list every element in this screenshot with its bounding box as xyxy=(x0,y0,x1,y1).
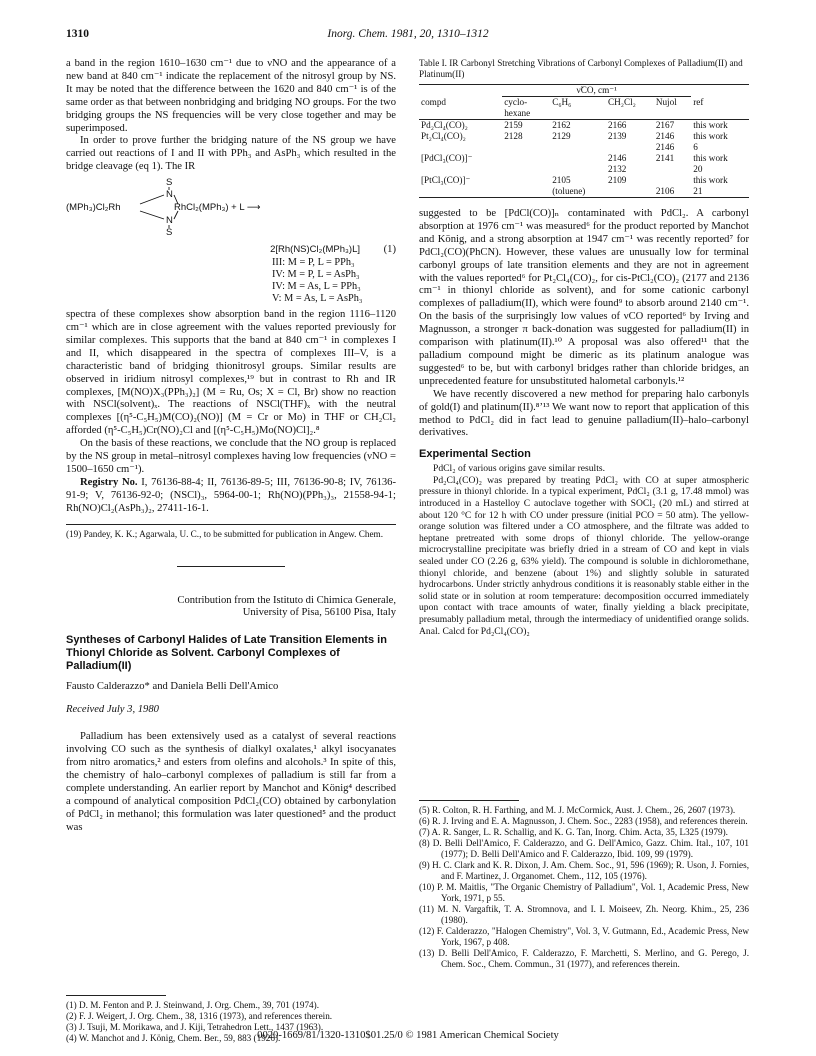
table-cell: Pd₂Cl₄(CO)₂ xyxy=(421,120,468,130)
registry-text: I, 76136-88-4; II, 76136-89-5; III, 76136-90-8; IV, 76136-91-9; V, 76136-92-0; (NSCl)₃, 5964-00-1; Rh(NO)(PPh₃)₃, 21558-94-1; Rh(NO)Cl₂(AsPh₃)₂, 27411-16-1. xyxy=(66,476,396,514)
table-cell: 2166 xyxy=(608,120,627,130)
article-authors: Fausto Calderazzo* and Daniela Belli Dell'Amico xyxy=(66,681,279,693)
table-body xyxy=(419,120,749,198)
table-cell xyxy=(419,164,502,175)
received-date: Received July 3, 1980 xyxy=(66,704,159,716)
table-cell: Pt₂Cl₄(CO)₂ xyxy=(421,131,466,141)
table-cell: [PdCl₃(CO)]⁻ xyxy=(421,153,473,163)
table-cell: 2109 xyxy=(608,175,627,185)
table-header: Nujol xyxy=(655,97,677,107)
table-cell: this work xyxy=(693,131,728,141)
footnote-divider xyxy=(419,800,519,801)
footnote: (8) D. Belli Dell'Amico, F. Calderazzo, and G. Dell'Amico, Gazz. Chim. Ital., 107, 101 (1977); D. Belli Dell'Amico and F. Calderazzo, Ibid. 109, 99 (1979). xyxy=(419,838,749,859)
article-separator xyxy=(177,566,285,567)
paragraph: Pd₂Cl₄(CO)₂ was prepared by treating PdCl₂ with CO at super atmospheric pressure in thionyl chloride. In a typical experiment, PdCl₂ (3.1 g, 17.48 mmol) was introduced in a Hastelloy C autoclave together with SOCl₂ (20 mL) and stirred at about 120 °C for 12 h with CO under pressure (initial PCO = 50 atm). The yellow-orange solution was filtered under a CO atmosphere, and the filtrate was added to heptane pretreated with some drops of thionyl chloride. The yellow-orange microcrystalline precipitate was briefly dried in a stream of CO and kept in vials sealed under CO (2.26 g, 63% yield). The compound is soluble in dichloromethane, thionyl chloride, and benzene (about 1%) and slightly soluble in saturated hydrocarbons. Under strictly anhydrous conditions it is reasonably stable either in the solid state or in solution at room temperature: decomposition occurred immediately upon contact with trace amounts of water, finally yielding a black precipitate, presumably palladium metal, through the intermediacy of unidentified orange solids. Anal. Calcd for Pd₂Cl₄(CO)₂ xyxy=(419,474,749,637)
definition-line: IV: M = P, L = AsPh₃ xyxy=(272,269,360,281)
footnote: (10) P. M. Maitlis, "The Organic Chemistry of Palladium", Vol. 1, Academic Press, New York, 1971, p 55. xyxy=(419,882,749,903)
page-number: 1310 xyxy=(66,28,89,40)
table-header: cyclo-hexane xyxy=(504,97,531,118)
scheme-sulfur-bottom: S xyxy=(166,227,173,239)
reaction-product xyxy=(66,244,396,257)
table-cell: 2132 xyxy=(608,164,627,174)
table-cell: 21 xyxy=(693,186,703,196)
scheme-sulfur-top: S xyxy=(166,177,173,189)
table-cell: 2162 xyxy=(552,120,571,130)
table-cell: 2105 xyxy=(552,175,571,185)
table-cell xyxy=(606,142,654,153)
equation-number: (1) xyxy=(383,244,396,256)
table-header: CH₂Cl₂ xyxy=(608,97,636,107)
definition-line: V: M = As, L = AsPh₃ xyxy=(272,293,363,305)
footnote: (12) F. Calderazzo, "Halogen Chemistry", Vol. 3, V. Gutmann, Ed., Academic Press, New York, 1967, p 408. xyxy=(419,926,749,947)
section-heading: Experimental Section xyxy=(419,448,531,461)
footnote: (9) H. C. Clark and K. R. Dixon, J. Am. Chem. Soc., 91, 596 (1969); R. Uson, J. Fornies, and F. Martinez, J. Organomet. Chem., 112, 105 (1976). xyxy=(419,860,749,881)
affiliation-line: Contribution from the Istituto di Chimica Generale, xyxy=(177,594,396,606)
footnote-divider xyxy=(66,524,396,525)
table-row xyxy=(419,164,749,175)
table-cell: 2167 xyxy=(655,120,675,130)
table-cell: 6 xyxy=(693,142,698,152)
table-row xyxy=(419,131,749,142)
contribution-affiliation xyxy=(66,595,396,621)
page-footer: 0020-1669/81/1320-1310$01.25/0 © 1981 American Chemical Society xyxy=(257,1030,559,1041)
definition-line: III: M = P, L = PPh₃ xyxy=(272,257,355,269)
paragraph: a band in the region 1610–1630 cm⁻¹ due to νNO and the appearance of a new band at 840 cm⁻¹ indicate the replacement of the nitrosyl group by NS. It may be noted that the difference between the 1620 and 840 cm⁻¹ is of the same order as that between nonbridging and bridging NO groups. For the two bridging groups the NS frequencies will be very close together and may be superimposed. xyxy=(66,58,396,134)
footnote: (7) A. R. Sanger, L. R. Schallig, and K. G. Tan, Inorg. Chim. Acta, 35, L325 (1979). xyxy=(419,827,728,837)
reaction-scheme xyxy=(66,174,396,242)
table-cell: [PtCl₃(CO)]⁻ xyxy=(421,175,471,185)
table-caption: Table I. IR Carbonyl Stretching Vibrations of Carbonyl Complexes of Palladium(II) and Platinum(II) xyxy=(419,58,743,79)
table-group-header: ν̃CO, cm⁻¹ xyxy=(502,85,691,97)
journal-citation: Inorg. Chem. 1981, 20, 1310–1312 xyxy=(327,28,489,40)
footnote: (13) D. Belli Dell'Amico, F. Calderazzo, F. Marchetti, S. Merlino, and G. Perego, J. Chem. Soc., Chem. Commun., 31 (1977), and references therein. xyxy=(419,948,749,969)
table-cell xyxy=(654,175,691,186)
paragraph: We have recently discovered a new method for preparing halo carbonyls of gold(I) and platinum(II).⁸ʼ¹³ We want now to report that application of this method to PdCl₂ did in fact lead to genuine palladium(II)–halo–carbonyl derivatives. xyxy=(419,388,749,439)
footnote: (6) R. J. Irving and E. A. Magnusson, J. Chem. Soc., 2283 (1958), and references therein. xyxy=(419,816,748,826)
scheme-nitrogen-bottom: N xyxy=(166,215,173,227)
table-cell xyxy=(550,164,606,175)
table-cell xyxy=(419,85,502,97)
table-cell xyxy=(550,142,606,153)
table-cell xyxy=(502,164,550,175)
article-title: Syntheses of Carbonyl Halides of Late Transition Elements in Thionyl Chloride as Solvent. Carbonyl Complexes of Palladium(II) xyxy=(66,634,387,673)
table-row xyxy=(419,186,749,198)
paragraph: Palladium has been extensively used as a catalyst of several reactions involving CO such as the synthesis of dialkyl oxalates,¹ alkyl isocyanates from nitro aromatics,² and esters from olefins and alcohols.³ In spite of this, the chemistry of halo–carbonyl complexes of palladium is still far from a complete understanding. An earlier report by Manchot and König⁴ described a compound of analytical composition PdCl₂(CO) obtained by carbonylation of PdCl₂ in methanol; this formulation was later questioned⁵ and the product was xyxy=(66,731,396,833)
left-column xyxy=(66,58,396,834)
table-cell xyxy=(606,186,654,198)
definition-line: IV: M = As, L = PPh₃ xyxy=(272,281,361,293)
table-cell xyxy=(502,175,550,186)
table-row xyxy=(419,153,749,164)
table-cell xyxy=(502,186,550,198)
footnote: (5) R. Colton, R. H. Farthing, and M. J. McCormick, Aust. J. Chem., 26, 2607 (1973). xyxy=(419,805,736,815)
right-column xyxy=(419,58,749,637)
footnote-divider xyxy=(66,995,166,996)
table-cell: 2128 xyxy=(504,131,523,141)
table-cell: 2146 xyxy=(655,131,675,141)
paragraph: On the basis of these reactions, we conclude that the NO group is replaced by the NS group in metal–nitrosyl complexes having low frequencies (νNO = 1500–1650 cm⁻¹). xyxy=(66,438,396,475)
scheme-bonds xyxy=(66,174,206,242)
paragraph: In order to prove further the bridging nature of the NS group we have carried out reactions of I and II with PPh₃ and AsPh₃ which resulted in the bridge cleavage (eq 1). The IR xyxy=(66,135,396,173)
table-cell xyxy=(550,153,606,164)
scheme-right-fragment: RhCl₂(MPh₃) + L ⟶ xyxy=(174,202,261,214)
footnotes-block xyxy=(66,529,396,540)
footnote: (11) M. N. Vargaftik, T. A. Stromnova, and I. I. Moiseev, Zh. Neorg. Khim., 25, 236 (1980). xyxy=(419,904,749,925)
footnote: (4) W. Manchot and J. König, Chem. Ber., 59, 883 (1926). xyxy=(66,1033,281,1043)
table-cell xyxy=(502,142,550,153)
product-formula: 2[Rh(NS)Cl₂(MPh₃)L] xyxy=(270,244,360,256)
table-cell: this work xyxy=(693,175,728,185)
table-cell: 2141 xyxy=(655,153,675,163)
table-header: C₆H₆ xyxy=(552,97,572,107)
registry-label: Registry No. xyxy=(80,476,138,488)
table-cell xyxy=(691,85,749,97)
table-cell: 2106 xyxy=(655,186,675,196)
paragraph: PdCl₂ of various origins gave similar results. xyxy=(433,463,606,475)
table-cell xyxy=(419,186,502,198)
table-header: ref xyxy=(693,96,704,107)
footnote: (1) D. M. Fenton and P. J. Steinwand, J. Org. Chem., 39, 701 (1974). xyxy=(66,1000,319,1010)
table-cell: 2159 xyxy=(504,120,523,130)
table-cell xyxy=(419,142,502,153)
table-cell xyxy=(502,153,550,164)
compound-definitions xyxy=(272,257,396,305)
table-row xyxy=(419,120,749,132)
table-row xyxy=(419,142,749,153)
registry-numbers xyxy=(66,477,396,516)
table-header: compd xyxy=(421,96,447,107)
table-row xyxy=(419,175,749,186)
table-cell: 2129 xyxy=(552,131,571,141)
footnote: (19) Pandey, K. K.; Agarwala, U. C., to be submitted for publication in Angew. Chem. xyxy=(66,528,383,539)
table-cell: 2139 xyxy=(608,131,627,141)
table-cell: this work xyxy=(693,153,728,163)
right-footnotes xyxy=(419,800,749,970)
ir-table xyxy=(419,84,749,198)
footnote-list xyxy=(419,805,749,970)
footnote: (3) J. Tsuji, M. Morikawa, and J. Kiji, Tetrahedron Lett., 1437 (1963). xyxy=(66,1022,324,1032)
affiliation-line: University of Pisa, 56100 Pisa, Italy xyxy=(242,607,396,619)
table-cell: 20 xyxy=(693,164,703,174)
paragraph: spectra of these complexes show absorption band in the region 1116–1120 cm⁻¹ which are in close agreement with the values reported previously for similar complexes. This supports that the band at 840 cm⁻¹ in complexes I and II, which disappeared in the spectra of complexes III–V, is a characteristic band of bridging thionitrosyl groups. Similar results are observed in iridium nitrosyl complexes,¹⁹ but in contrast to Rh and IR complexes, [M(NO)X₃(PPh₃)₂] (M = Ru, Os; X = Cl, Br) show no reaction with NSCl(solvent)ₓ. The reactions of NSCl(THF)ₓ with the neutral complexes [(η⁵-C₅H₅)M(CO)₂(NO)] (M = Cr or Mo) in THF or CH₂Cl₂ afforded (η⁵-C₅H₅)Cr(NO)₂Cl and [(η⁵-C₅H₅)Mo(NO)Cl]₂.⁸ xyxy=(66,309,396,437)
table-cell: 2146 xyxy=(608,153,627,163)
table-cell: 2146 xyxy=(655,142,675,152)
scheme-nitrogen-top: N xyxy=(166,189,173,201)
table-cell xyxy=(654,164,691,175)
footnote: (2) F. J. Weigert, J. Org. Chem., 38, 1316 (1973), and references therein. xyxy=(66,1011,333,1021)
scheme-left-fragment: (MPh₃)Cl₂Rh xyxy=(66,202,121,214)
table-cell: (toluene) xyxy=(552,186,586,196)
table-cell: this work xyxy=(693,120,728,130)
page-header xyxy=(66,28,750,44)
paragraph: suggested to be [PdCl(CO)]ₙ contaminated with PdCl₂. A carbonyl absorption at 1976 cm⁻¹ was measured⁶ for the product reported by Manchot and König, and a strong absorption at 1947 cm⁻¹ was recently reported⁷ for PdCl₂(CO)(PhCN). However, these values are unusually low for terminal carbonyl groups of late transition elements and they are not in agreement with the values reported⁶ for Pt₂Cl₄(CO)₂, for cis-PtCl₂(CO)₂ (2177 and 2136 cm⁻¹ in thionyl chloride as solvent), and for some cationic carbonyl complexes of palladium(II), which were found⁹ to absorb around 2140 cm⁻¹. On the basis of the surprisingly low values of νCO reported⁶ by Irving and Magnusson, a stronger π back-donation was suggested for palladium(II) in comparison with platinum(II).¹⁰ A proposal was also offered¹¹ that the palladium compound might be dimeric as its platinum analogue was suggested⁶ to be, but with carbonyl bridges rather than chloride bridges, an unprecedented feature for unsubstituted halometal carbonyls.¹² xyxy=(419,208,749,387)
table-header-row xyxy=(419,97,749,120)
